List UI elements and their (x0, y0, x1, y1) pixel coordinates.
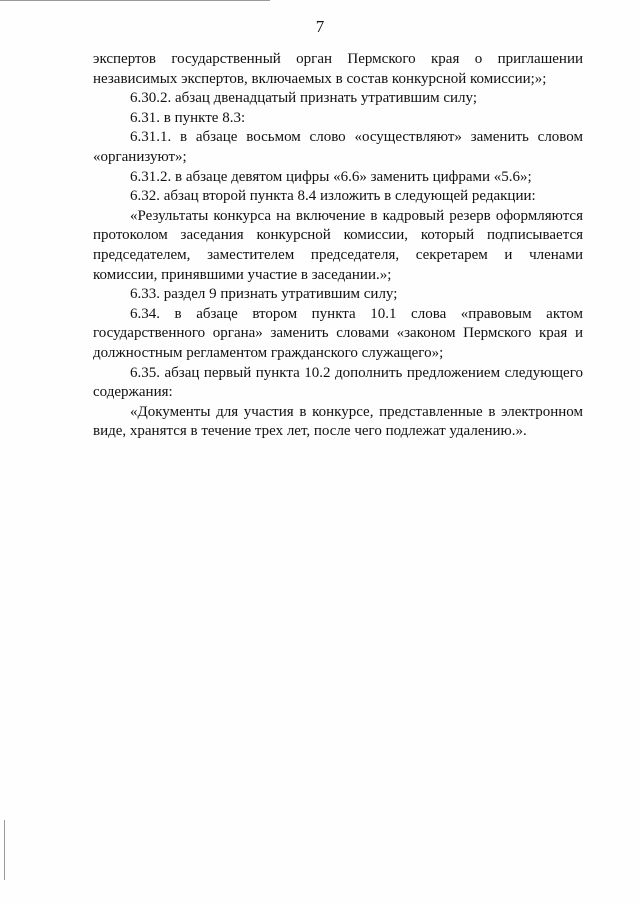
scan-edge-top (0, 0, 270, 1)
paragraph: «Документы для участия в конкурсе, представленные в электронном виде, хранятся в течение трех лет, после чего подлежат удалению.». (93, 403, 583, 440)
paragraph: 6.32. абзац второй пункта 8.4 изложить в следующей редакции: (130, 188, 536, 205)
scan-edge-left (4, 820, 5, 880)
document-body (93, 50, 583, 442)
page-number: 7 (315, 17, 325, 36)
paragraph: 6.33. раздел 9 признать утратившим силу; (130, 286, 398, 303)
paragraph: 6.31.2. в абзаце девятом цифры «6.6» заменить цифрами «5.6»; (130, 168, 532, 185)
paragraph: экспертов государственный орган Пермского края о приглашении независимых экспертов, включаемых в состав конкурсной комиссии;»; (93, 51, 583, 87)
paragraph: 6.34. в абзаце втором пункта 10.1 слова «правовым актом государственного органа» заменить словами «законом Пермского края и должностным регламентом гражданского служащего»; (93, 305, 583, 361)
paragraph: 6.35. абзац первый пункта 10.2 дополнить предложением следующего содержания: (93, 364, 583, 401)
paragraph: 6.31. в пункте 8.3: (130, 109, 246, 126)
paragraph: 6.30.2. абзац двенадцатый признать утратившим силу; (130, 90, 478, 107)
paragraph: «Результаты конкурса на включение в кадровый резерв оформляются протоколом заседания конкурсной комиссии, который подписывается председателем, заместителем председателя, секретарем и членами комиссии, принявшими участие в заседании.»; (93, 207, 583, 283)
paragraph: 6.31.1. в абзаце восьмом слово «осуществляют» заменить словом «организуют»; (93, 129, 583, 165)
